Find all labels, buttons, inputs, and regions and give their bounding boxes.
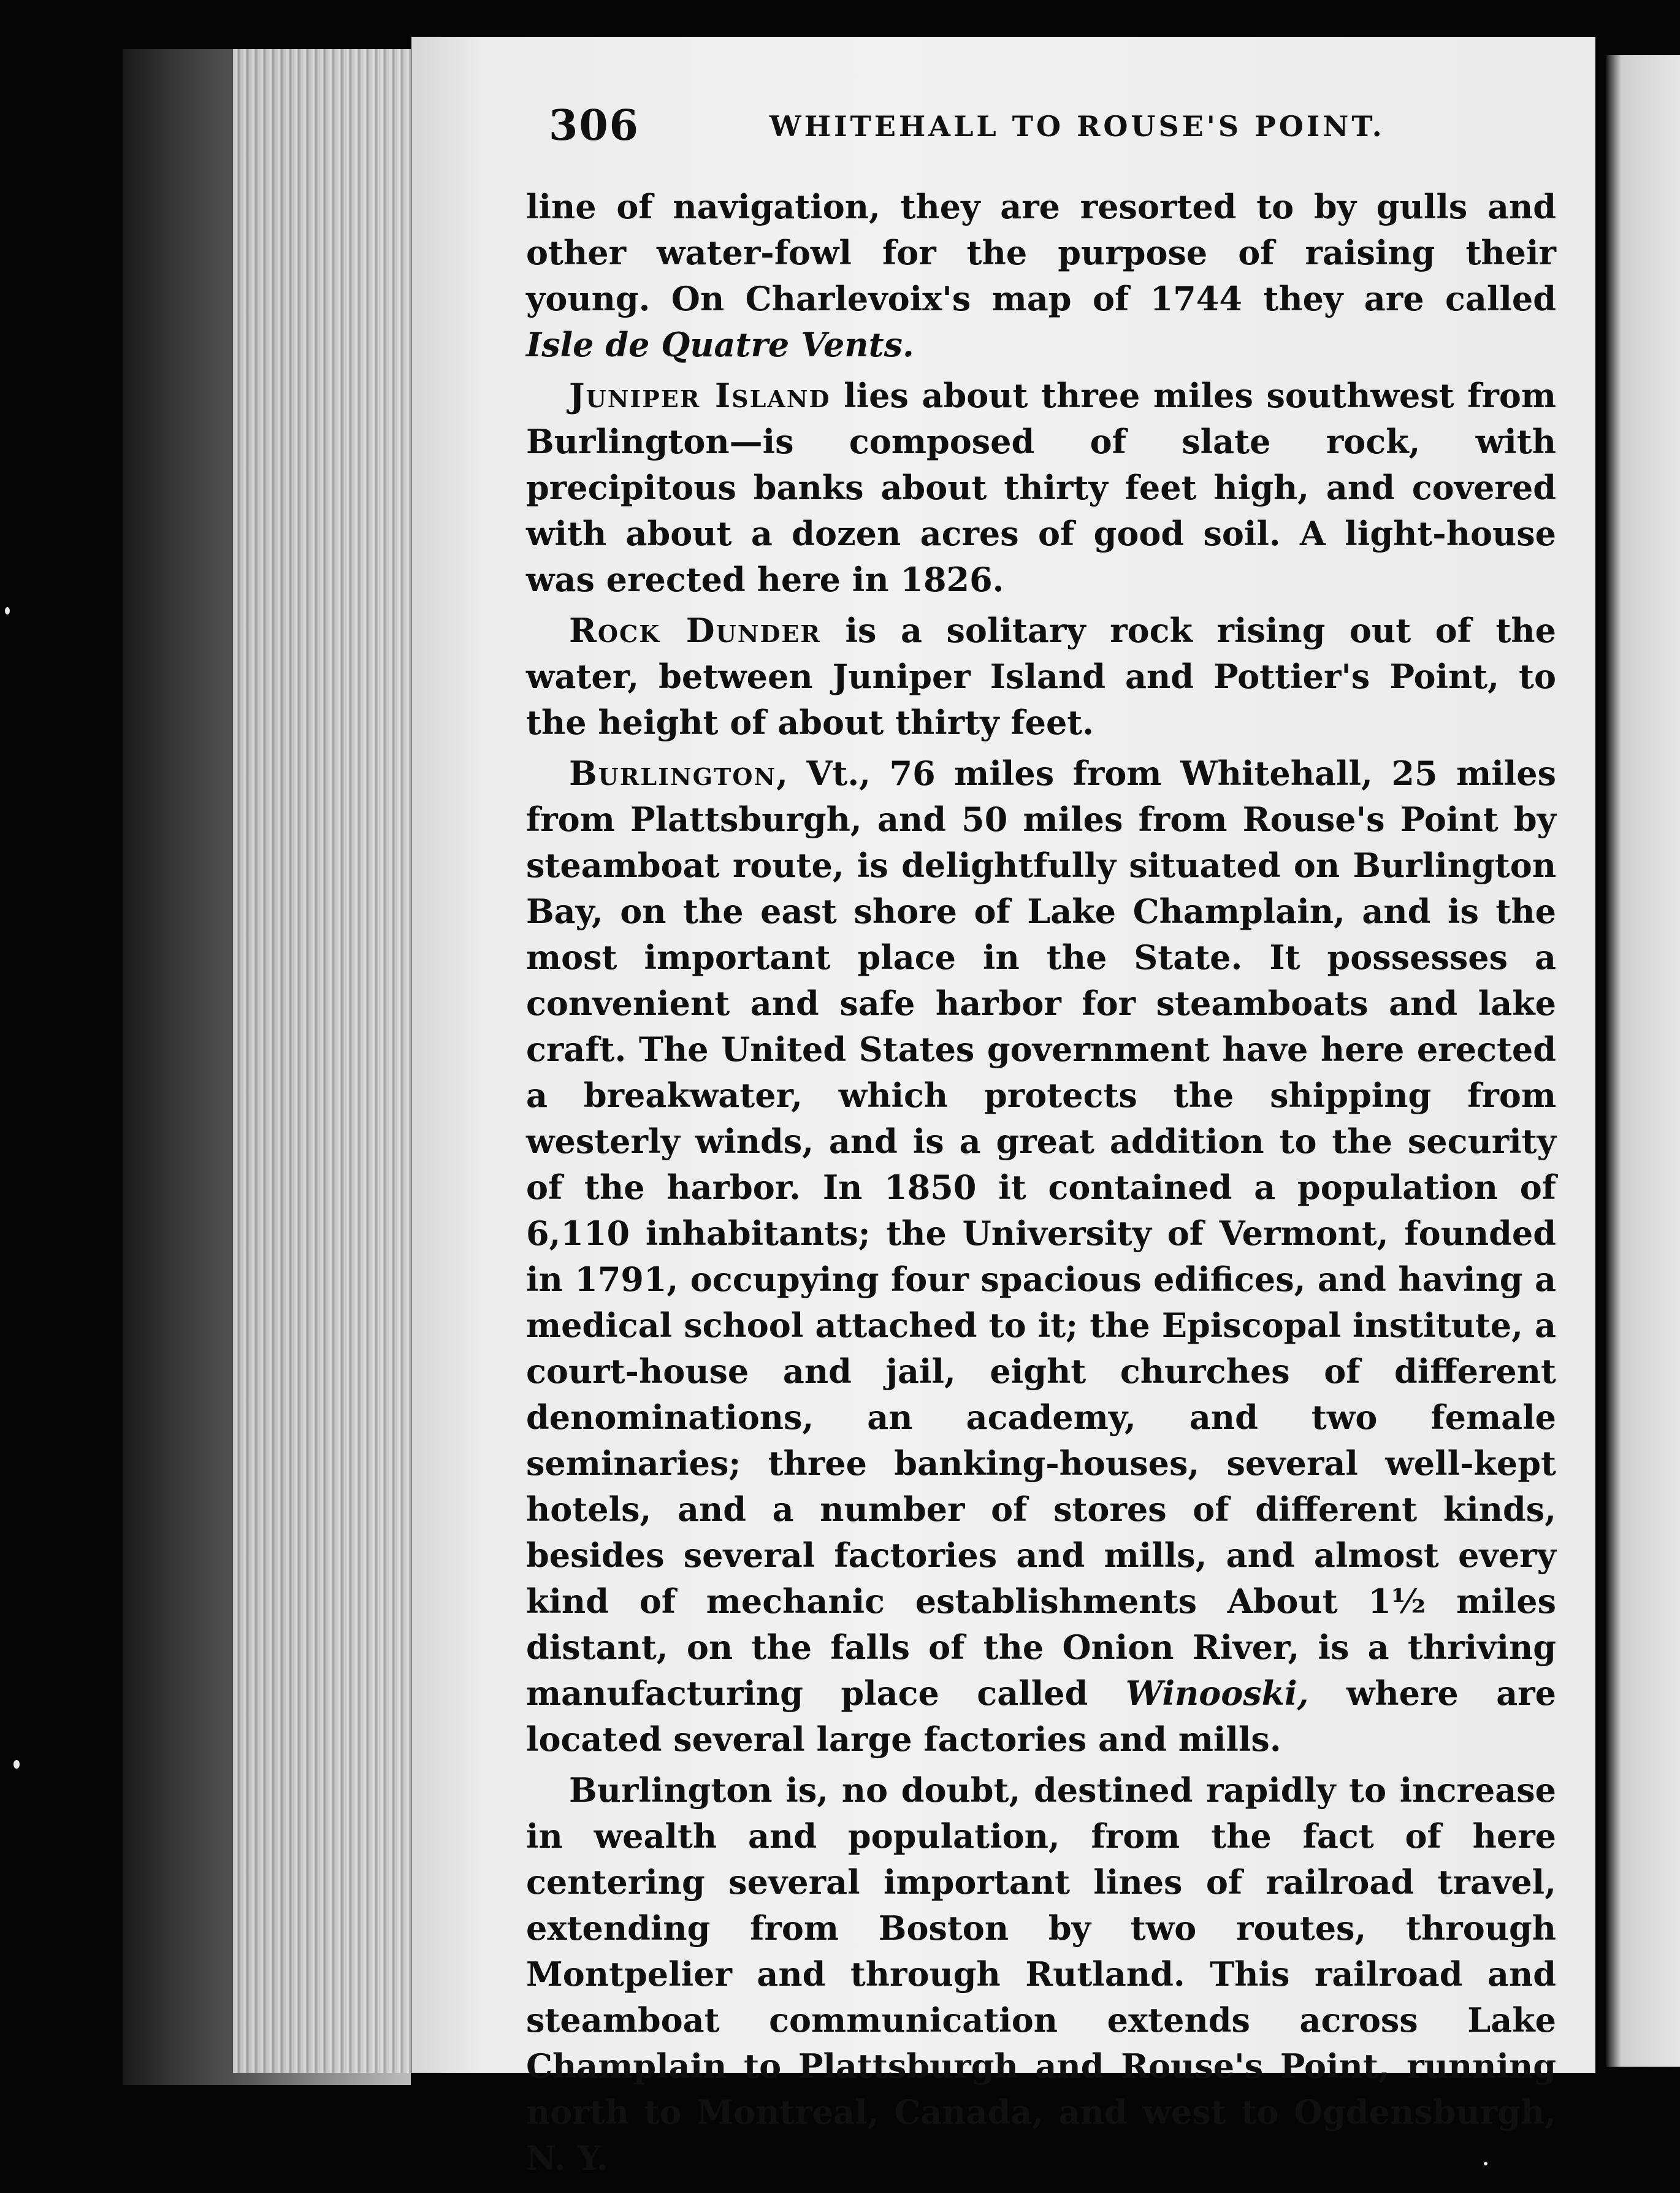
text-segment: Isle de Quatre Vents. (526, 325, 914, 364)
text-segment: Rock Dunder (569, 611, 821, 650)
running-head: WHITEHALL TO ROUSE'S POINT. (769, 110, 1385, 143)
text-segment: Juniper Island (569, 376, 831, 415)
paragraph (526, 184, 1556, 368)
scan-speck (13, 1760, 20, 1769)
text-segment: line of navigation, they are resorted to by gulls and other water-fowl for the purpose of raising their young. On Charlevoix's map of 1744 they are called (526, 187, 1556, 318)
paragraph (526, 373, 1556, 603)
page-edge-stack (233, 49, 423, 2073)
paragraph (526, 608, 1556, 746)
text-segment: Burlington is, no doubt, destined rapidly to increase in wealth and population, from the fact of here centering several important lines of railroad travel, extending from Boston by two routes, through Montpelier and through Rutland. This railroad and steamboat communication extends across Lake Champlain to Plattsburgh and Rouse's Point, running north to Montreal, Canada, and west to Ogdensburgh, N. Y. (526, 1770, 1556, 2178)
facing-page-edge (1606, 55, 1680, 2067)
text-segment: where are located several large factories and mills. (526, 1674, 1556, 1759)
page-number: 306 (549, 101, 640, 150)
paragraph (526, 1767, 1556, 2181)
text-segment: is a solitary rock rising out of the water, between Juniper Island and Pottier's Point, to the height of about thirty feet. (526, 611, 1557, 742)
text-segment: Burlington (569, 754, 777, 793)
text-segment: Winooski, (1125, 1674, 1309, 1713)
page-header (549, 101, 1554, 169)
scan-speck (1484, 2162, 1487, 2165)
text-segment: lies about three miles southwest from Burlington—is composed of slate rock, with precipitous banks about thirty feet high, and covered with about a dozen acres of good soil. A light-house was erected here in 1826. (526, 376, 1556, 599)
paragraph (526, 751, 1556, 1762)
scan-speck (5, 607, 10, 614)
text-segment: , Vt., 76 miles from Whitehall, 25 miles from Plattsburgh, and 50 miles from Rouse's Point by steamboat route, is delightfully situated on Burlington Bay, on the east shore of Lake Champlain, and is the most important place in the State. It possesses a convenient and safe harbor for steamboats and lake craft. The United States government have here erected a breakwater, which protects the shipping from westerly winds, and is a great addition to the security of the harbor. In 1850 it contained a population of 6,110 inhabitants; the University of Vermont, founded in 1791, occupying four spacious edifices, and having a medical school attached to it; the Episcopal institute, a court-house and jail, eight churches of different denominations, an academy, and two female seminaries; three banking-houses, several well-kept hotels, and a number of stores of different kinds, besides several factories and mills, and almost every kind of mechanic establishments About 1½ miles distant, on the falls of the Onion River, is a thriving manufacturing place called (526, 754, 1556, 1713)
body-text (526, 184, 1556, 2186)
